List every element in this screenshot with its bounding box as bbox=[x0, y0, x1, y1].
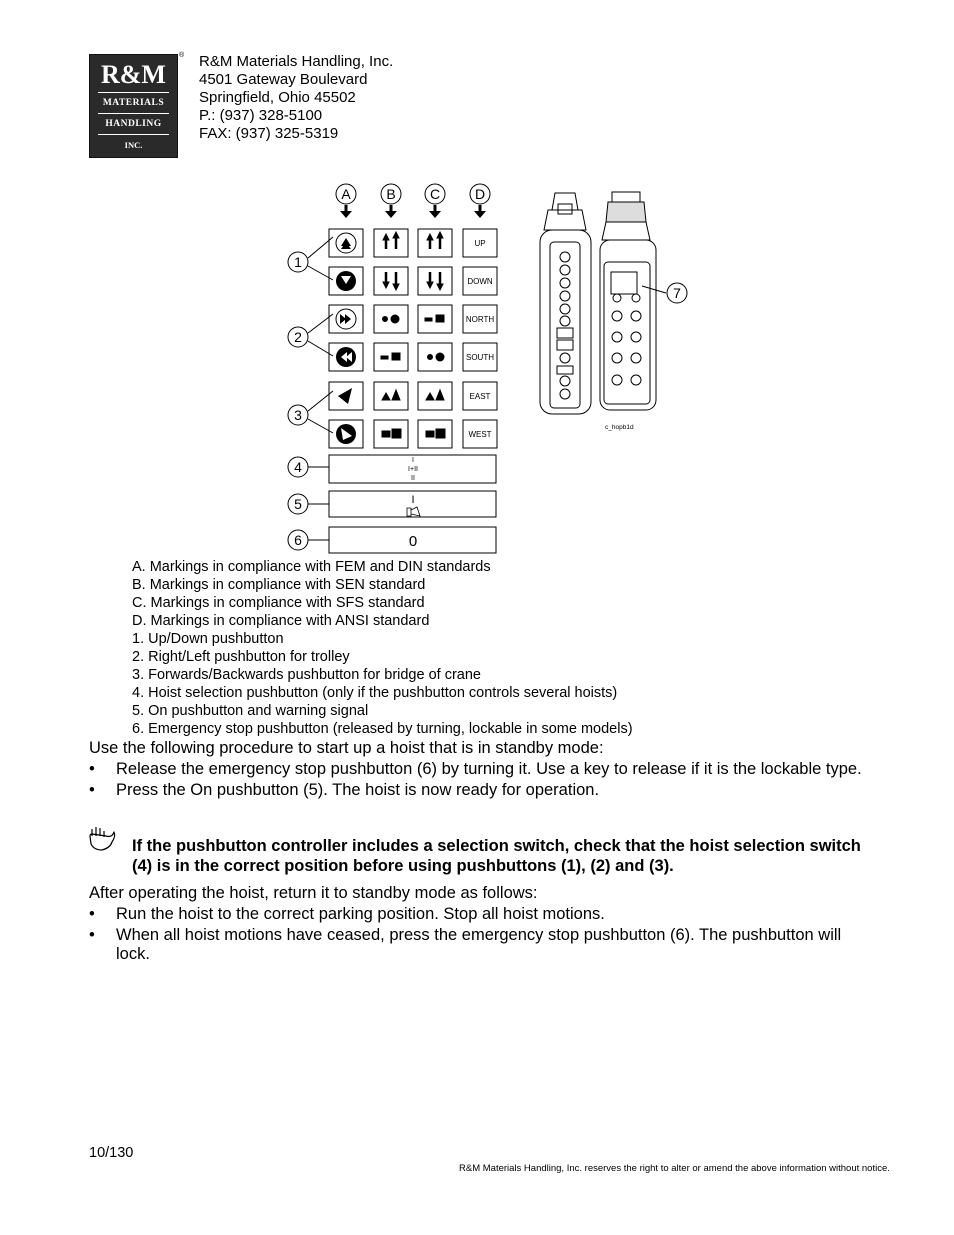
column-label-a bbox=[336, 184, 356, 218]
list-item bbox=[89, 926, 879, 964]
fem-symbols bbox=[336, 233, 356, 444]
svg-text:2: 2 bbox=[294, 329, 302, 345]
pendant-front-view bbox=[600, 192, 656, 410]
list-item bbox=[89, 760, 879, 779]
svg-text:6: 6 bbox=[294, 532, 302, 548]
address-line: FAX: (937) 325-5319 bbox=[199, 125, 339, 142]
logo-line-handling: HANDLING bbox=[105, 119, 162, 129]
company-logo bbox=[89, 54, 178, 158]
shutdown-bullets bbox=[89, 905, 879, 966]
row-callouts bbox=[288, 237, 333, 550]
svg-text:EAST: EAST bbox=[469, 392, 491, 401]
list-item bbox=[89, 781, 879, 800]
footer-disclaimer: R&M Materials Handling, Inc. reserves the right to alter or amend the above information without notice. bbox=[459, 1163, 890, 1174]
svg-text:I+II: I+II bbox=[408, 466, 418, 473]
svg-text:D: D bbox=[474, 186, 486, 202]
emergency-stop-mark: 0 bbox=[408, 533, 418, 550]
address-line: 4501 Gateway Boulevard bbox=[199, 71, 368, 88]
address-line: P.: (937) 328-5100 bbox=[199, 107, 323, 124]
svg-text:5: 5 bbox=[294, 496, 302, 512]
bullet-text: Run the hoist to the correct parking position. Stop all hoist motions. bbox=[116, 905, 605, 923]
list-item bbox=[89, 905, 879, 924]
legend-item: 4. Hoist selection pushbutton (only if the pushbutton controls several hoists) bbox=[132, 685, 618, 701]
hand-icon bbox=[88, 826, 118, 854]
figure-legend bbox=[132, 558, 633, 738]
legend-item: 5. On pushbutton and warning signal bbox=[132, 703, 369, 719]
svg-text:C: C bbox=[429, 186, 441, 202]
logo-line-materials: MATERIALS bbox=[102, 98, 165, 108]
address-line: R&M Materials Handling, Inc. bbox=[199, 53, 394, 70]
bullet-dot: • bbox=[89, 781, 95, 799]
pushbutton-diagram bbox=[280, 180, 700, 560]
startup-intro: Use the following procedure to start up a hoist that is in standby mode: bbox=[89, 739, 604, 757]
legend-item: C. Markings in compliance with SFS standard bbox=[132, 595, 425, 611]
legend-item: 6. Emergency stop pushbutton (released by turning, lockable in some models) bbox=[132, 721, 633, 737]
note-text: If the pushbutton controller includes a selection switch, check that the hoist selection switch (4) is in the correct position before using pushbuttons (1), (2) and (3). bbox=[132, 837, 861, 875]
column-label-d bbox=[470, 184, 490, 218]
legend-item: D. Markings in compliance with ANSI standard bbox=[132, 613, 430, 629]
on-mark: I bbox=[411, 494, 415, 506]
svg-text:DOWN: DOWN bbox=[467, 277, 493, 286]
legend-item: A. Markings in compliance with FEM and DIN standards bbox=[132, 559, 491, 575]
svg-text:B: B bbox=[386, 186, 396, 202]
bullet-text: Press the On pushbutton (5). The hoist is now ready for operation. bbox=[116, 781, 600, 799]
registered-mark: ® bbox=[179, 52, 185, 59]
svg-text:SOUTH: SOUTH bbox=[466, 353, 494, 362]
svg-text:UP: UP bbox=[474, 239, 486, 248]
svg-text:3: 3 bbox=[294, 407, 302, 423]
svg-text:A: A bbox=[341, 186, 351, 202]
bullet-text: When all hoist motions have ceased, press the emergency stop pushbutton (6). The pushbutton will lock. bbox=[116, 926, 842, 963]
svg-text:II: II bbox=[411, 475, 415, 482]
column-label-c bbox=[425, 184, 445, 218]
bullet-dot: • bbox=[89, 905, 95, 923]
svg-text:I: I bbox=[412, 457, 414, 464]
bullet-dot: • bbox=[89, 760, 95, 778]
svg-text:NORTH: NORTH bbox=[465, 315, 495, 324]
startup-bullets bbox=[89, 760, 879, 802]
svg-text:4: 4 bbox=[294, 459, 302, 475]
page-number: 10/130 bbox=[89, 1145, 134, 1161]
bullet-dot: • bbox=[89, 926, 95, 944]
figure-caption: c_hopb1d bbox=[605, 424, 634, 431]
svg-text:WEST: WEST bbox=[468, 430, 492, 439]
callout-7 bbox=[642, 283, 687, 303]
column-label-b bbox=[381, 184, 401, 218]
bullet-text: Release the emergency stop pushbutton (6) by turning it. Use a key to release if it is the lockable type. bbox=[116, 760, 862, 778]
logo-line-inc: INC. bbox=[124, 140, 143, 150]
svg-text:1: 1 bbox=[294, 254, 302, 270]
address-line: Springfield, Ohio 45502 bbox=[199, 89, 356, 106]
svg-text:7: 7 bbox=[673, 285, 681, 301]
company-address bbox=[199, 53, 393, 143]
button-grid bbox=[329, 229, 497, 448]
legend-item: 2. Right/Left pushbutton for trolley bbox=[132, 649, 350, 665]
shutdown-intro: After operating the hoist, return it to standby mode as follows: bbox=[89, 884, 538, 902]
pendant-side-view bbox=[540, 193, 591, 414]
legend-item: 3. Forwards/Backwards pushbutton for bridge of crane bbox=[132, 667, 481, 683]
legend-item: B. Markings in compliance with SEN standard bbox=[132, 577, 426, 593]
logo-text: R&M bbox=[101, 60, 166, 89]
legend-item: 1. Up/Down pushbutton bbox=[132, 631, 284, 647]
